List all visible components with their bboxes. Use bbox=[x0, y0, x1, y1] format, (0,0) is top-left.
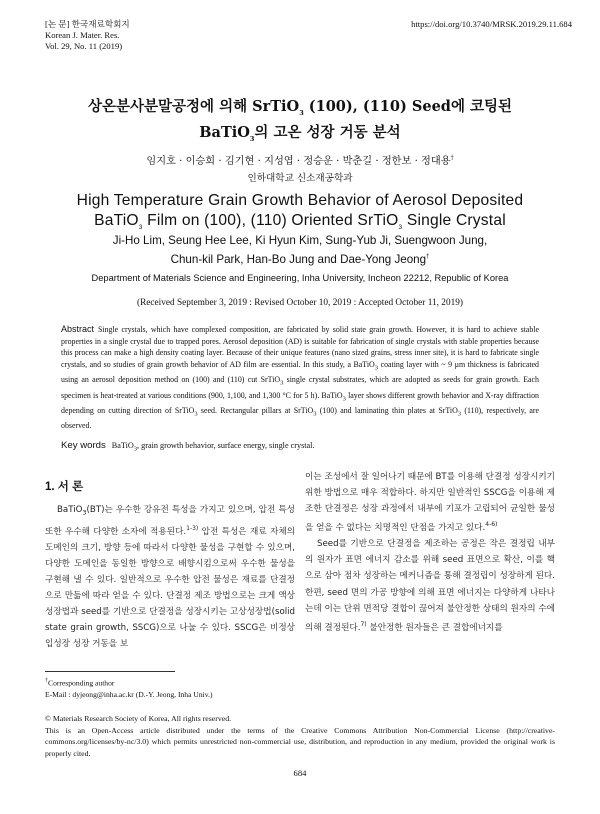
keywords-label: Key words bbox=[61, 440, 106, 451]
received-dates: (Received September 3, 2019 : Revised October 10, 2019 : Accepted October 11, 2019) bbox=[137, 298, 463, 308]
license-notice: © Materials Research Society of Korea, All rights reserved. This is an Open-Access article distributed under the terms of the Creative Commons Attribution Non-Commercial License (http://creative-commons.org/licenses/by-nc/3.0) which permits unrestricted non-commercial use, distribution, and reproduction in any medium, provided the original work is properly cited. bbox=[45, 714, 555, 758]
english-title: High Temperature Grain Growth Behavior of Aerosol Deposited BaTiO$_3$ Film on (100), (110) Oriented SrTiO$_3$ Single Crystal bbox=[76, 192, 524, 232]
paragraph: BaTiO$_3$(BT)는 우수한 강유전 특성을 가지고 있으며, 압전 특성 또한 우수해 다양한 소자에 적용된다.$^{1-3)}$ 압전 특성은 재료 자체의 도메인의 크기, 방향 등에 따라서 다양한 물성을 구현할 수 있으며, 다양한 도메인을 동일한 방향으로 배향시킴으로써 우수한 물성을 구현해 낼 수 있다. 일반적으로 우수한 압전 물성은 재료를 단결정으로 만듦에 따라 얻을 수 있다. 단결정 제조 방법으로는 크게 액상성장법과 seed를 기반으로 단결정을 성장시키는 고상성장법(solid state grain growth, SSCG)으로 나눌 수 있다. SSCG은 비정상 입성장 성장 거동을 보 bbox=[45, 505, 295, 650]
korean-authors: 임지호 · 이승희 · 김기현 · 지성엽 · 정승운 · 박춘길 · 정한보 · 정대용† bbox=[146, 154, 454, 167]
korean-title: 상온분사분말공정에 의해 SrTiO$_3$ (100), (110) Seed에 코팅된 BaTiO$_3$의 고온 성장 거동 분석 bbox=[87, 98, 513, 143]
page-number: 684 bbox=[293, 768, 307, 778]
journal-name-korean: [논 문] 한국재료학회지 bbox=[45, 19, 130, 29]
corresponding-email: E-Mail : dyjeong@inha.ac.kr (D.-Y. Jeong, Inha Univ.) bbox=[45, 689, 213, 699]
corresponding-author-footnote: †Corresponding author E-Mail : dyjeong@inha.ac.kr (D.-Y. Jeong, Inha Univ.) bbox=[45, 678, 213, 699]
body-right-column bbox=[305, 469, 555, 636]
paragraph: Seed를 기반으로 단결정을 제조하는 공정은 작은 결정립 내부의 원자가 표면 에너지 감소를 위해 seed 표면으로 확산, 이를 핵으로 삼아 점차 성장하는 메커니즘을 통해 결정립이 성장하게 된다. 한편, seed 면의 가공 방향에 의해 표면 에너지는 다양하게 나타나는데 이는 단위 면적당 결합이 끊어져 불안정한 상태의 원자의 수에 의해 결정된다.$^{7)}$ 불안정한 원자들은 큰 결합에너지를 bbox=[305, 539, 555, 633]
keywords: Key words BaTiO$_3$, grain growth behavior, surface energy, single crystal. bbox=[61, 440, 315, 453]
abstract-label: Abstract bbox=[61, 324, 95, 334]
journal-volume: Vol. 29, No. 11 (2019) bbox=[45, 41, 123, 51]
abstract: Abstract Single crystals, which have complexed composition, are fabricated by solid state grain growth. However, it is hard to achieve stable properties in a single crystal due to trapped pores. Aerosol deposition (AD) is suitable for fabrication of single crystals with stable properties because this process can make a high density coating layer. Because of their unique features (nano sized grains, stress inner site), it is hard to fabricate single crystals, and so studies of grain growth behavior of AD film are essential. In this study, a BaTiO$_3$ coating layer with ~ 9 μm thickness is fabricated using an aerosol deposition method on (100) and (110) cut SrTiO$_3$ single crystal substrates, which are adopted as seeds for grain growth. Each specimen is heat-treated at various conditions (900, 1,100, and 1,300 °C for 5 h). BaTiO$_3$ layer shows different growth behavior and X-ray diffraction depending on cutting direction of SrTiO$_3$ seed. Rectangular pillars at SrTiO$_3$ (100) and laminating thin plates at SrTiO$_3$ (110), respectively, are observed. bbox=[61, 324, 539, 431]
paragraph: 이는 조성에서 잘 일어나기 때문에 BT를 이용해 단결정 성장시키기위한 방법으로 매우 적합하다. 하지만 일반적인 SSCG을 이용해 제조한 단결정은 성장 과정에서 내부에 기포가 고립되어 균일한 물성을 얻을 수 없다는 치명적인 단점을 가지고 있다.$^{4-6)}$ bbox=[305, 472, 555, 534]
body-left-column bbox=[45, 502, 295, 652]
journal-name-english: Korean J. Mater. Res. bbox=[45, 30, 120, 40]
korean-affiliation: 인하대학교 신소재공학과 bbox=[247, 173, 353, 184]
doi-link[interactable]: https://doi.org/10.3740/MRSK.2019.29.11.684 bbox=[411, 19, 572, 29]
english-affiliation: Department of Materials Science and Engineering, Inha University, Incheon 22212, Republic of Korea bbox=[91, 273, 509, 283]
journal-header bbox=[45, 19, 130, 52]
footnote-divider bbox=[45, 671, 175, 672]
english-authors: Ji-Ho Lim, Seung Hee Lee, Ki Hyun Kim, Sung-Yub Ji, Suengwoon Jung, Chun-kil Park, Han-Bo Jung and Dae-Yong Jeong† bbox=[112, 234, 488, 266]
section-heading-introduction: 1. 서 론 bbox=[45, 481, 84, 493]
